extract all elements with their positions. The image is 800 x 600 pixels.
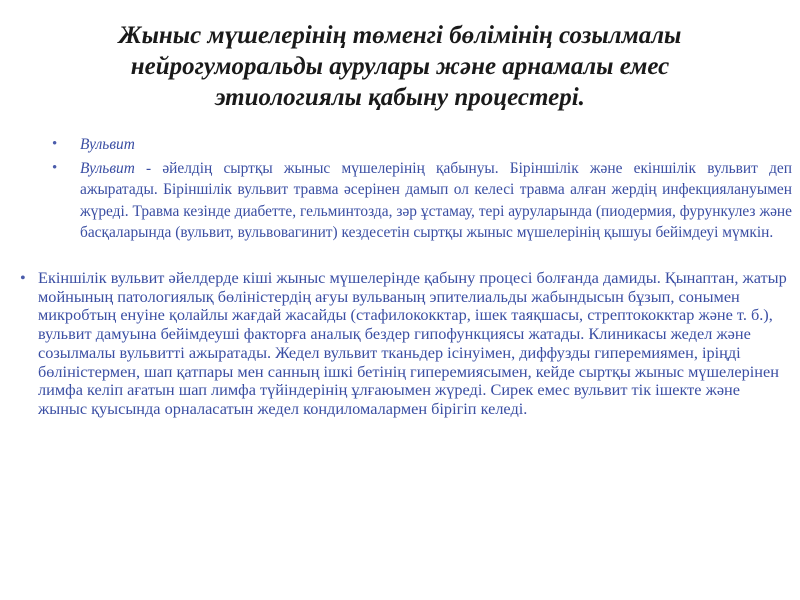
bullet-term: Вульвит <box>80 159 135 177</box>
bullet-term: Вульвит <box>80 136 135 153</box>
bullet-icon: • <box>52 136 58 152</box>
bullet-icon: • <box>20 268 26 287</box>
title-line-3: этиологиялы қабыну процестері. <box>215 84 585 111</box>
list-item <box>52 134 792 156</box>
bullet-definition: - әйелдің сыртқы жыныс мүшелерінің қабынуы. Біріншілік және екіншілік вульвит деп ажыратады. Біріншілік вульвит травма әсерінен дамып ол келесі травма алған жердің инфекциялануымен жүреді. Травма кезінде диабетте, гельминтозда, зәр ұстамау, тері ауруларында (пиодермия, фурункулез және басқаларында (вульвит, вульвовагинит) кездесетін сыртқы жыныс мүшелерінің қышуы бейімдеуі мүмкін. <box>80 159 792 241</box>
bullet-paragraph: Екіншілік вульвит әйелдерде кіші жыныс мүшелерінде қабыну процесі болғанда дамиды. Қынаптан, жатыр мойнының патологиялық бөліністердің ағуы вульваның эпителиальды жабындысын бұзып, сонымен микробтың енуіне қолайлы жағдай жасайды (стафилококктар, ішек таяқшасы, стрептококктар және т. б.), вульвит дамуына бейімдеуші факторға аналық бездер гипофункциясы жатады. Клиникасы жедел және созылмалы вульвитті ажыратады. Жедел вульвит тканьдер ісінуімен, диффузды гиперемиямен, іріңді бөліністермен, шап қатпары мен санның ішкі бетінің гиперемиясымен, кейде сыртқы жыныс мүшелерінен лимфа келіп ағатын шап лимфа түйіндерінің ұлғаюымен жүреді. Сирек емес вульвит тік ішекте және жыныс қуысында орналасатын жедел кондиломалармен бірігіп келеді. <box>38 268 787 418</box>
title-line-2: нейрогуморальды аурулары және арнамалы емес <box>130 53 670 80</box>
slide-title <box>40 20 760 113</box>
list-item <box>52 158 792 244</box>
list-item <box>20 269 790 419</box>
bullet-icon: • <box>52 159 58 176</box>
title-line-1: Жыныс мүшелерінің төменгі бөлімінің созылмалы <box>118 22 682 49</box>
inner-bullet-list <box>52 134 792 246</box>
